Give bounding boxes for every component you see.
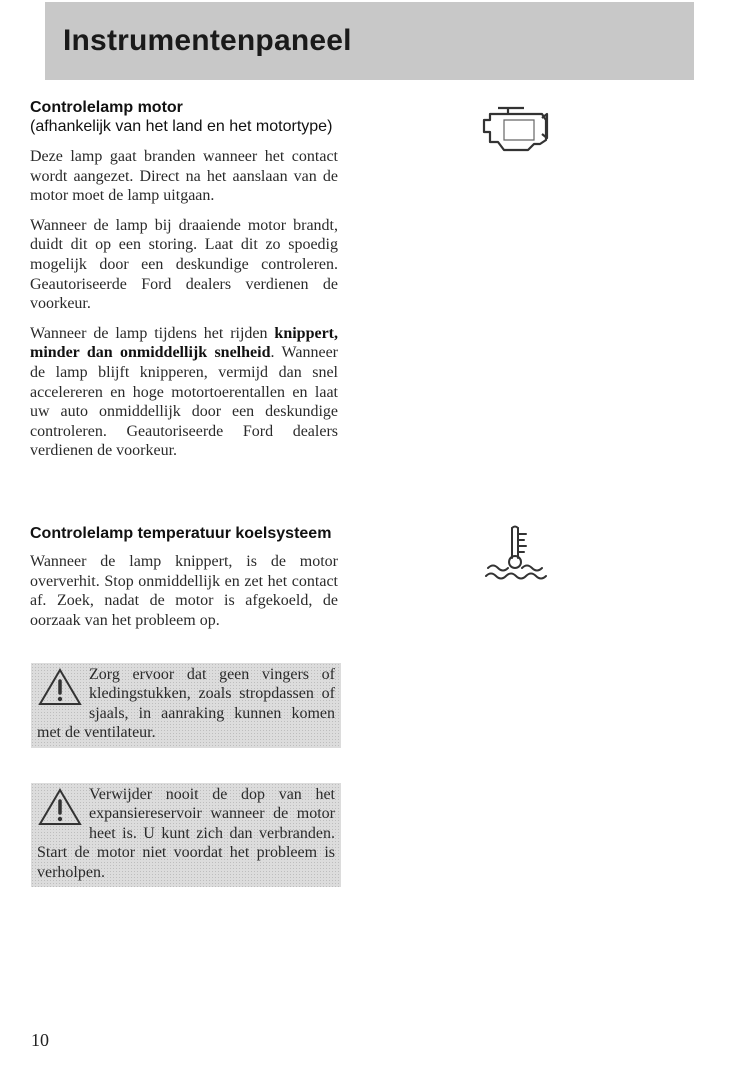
warning-triangle-icon bbox=[37, 787, 83, 827]
coolant-section-title: Controlelamp temperatuur koelsysteem bbox=[30, 525, 332, 542]
warning-triangle-icon bbox=[37, 667, 83, 707]
header-band bbox=[45, 2, 694, 80]
engine-check-icon bbox=[478, 98, 552, 161]
warning-box-2 bbox=[31, 783, 341, 887]
warning-text-1: Zorg ervoor dat geen vingers of kledingstukken, zoals stropdassen of sjaals, in aanraking kunnen komen met de ventilateur. bbox=[37, 666, 335, 742]
engine-section bbox=[30, 98, 338, 461]
engine-paragraph-3-start: Wanneer de lamp tijdens het rijden bbox=[30, 324, 275, 342]
coolant-temperature-icon bbox=[482, 524, 554, 595]
coolant-section bbox=[30, 524, 338, 630]
engine-paragraph-3 bbox=[30, 324, 338, 461]
page-number: 10 bbox=[31, 1030, 49, 1050]
engine-section-title: Controlelamp motor bbox=[30, 99, 183, 116]
warning-box-1 bbox=[31, 663, 341, 748]
engine-paragraph-2: Wanneer de lamp bij draaiende motor brandt, duidt dit op een storing. Laat dit zo spoedig mogelijk door een deskundige controleren. Geautoriseerde Ford dealers verdienen de voorkeur. bbox=[30, 216, 338, 313]
engine-paragraph-1: Deze lamp gaat branden wanneer het contact wordt aangezet. Direct na het aanslaan van de motor moet de lamp uitgaan. bbox=[30, 148, 338, 205]
coolant-paragraph-1: Wanneer de lamp knippert, is de motor oververhit. Stop onmiddellijk en zet het contact af. Zoek, nadat de motor is afgekoeld, de oorzaak van het probleem op. bbox=[30, 553, 338, 629]
engine-paragraph-3-bold: knippert, minder dan onmiddellijk snelheid bbox=[30, 324, 338, 362]
warning-text-2: Verwijder nooit de dop van het expansiereservoir wanneer de motor heet is. U kunt zich dan verbranden. Start de motor niet voordat het probleem is verholpen. bbox=[37, 786, 335, 881]
page-title: Instrumentenpaneel bbox=[63, 24, 352, 57]
engine-paragraph-3-end: . Wanneer de lamp blijft knipperen, vermijd dan snel accelereren en hoge motortoerentallen en laat uw auto onmiddellijk door een deskundige controleren. Geautoriseerde Ford dealers verdienen de voorkeur. bbox=[30, 344, 338, 460]
engine-section-subtitle: (afhankelijk van het land en het motortype) bbox=[30, 118, 333, 135]
